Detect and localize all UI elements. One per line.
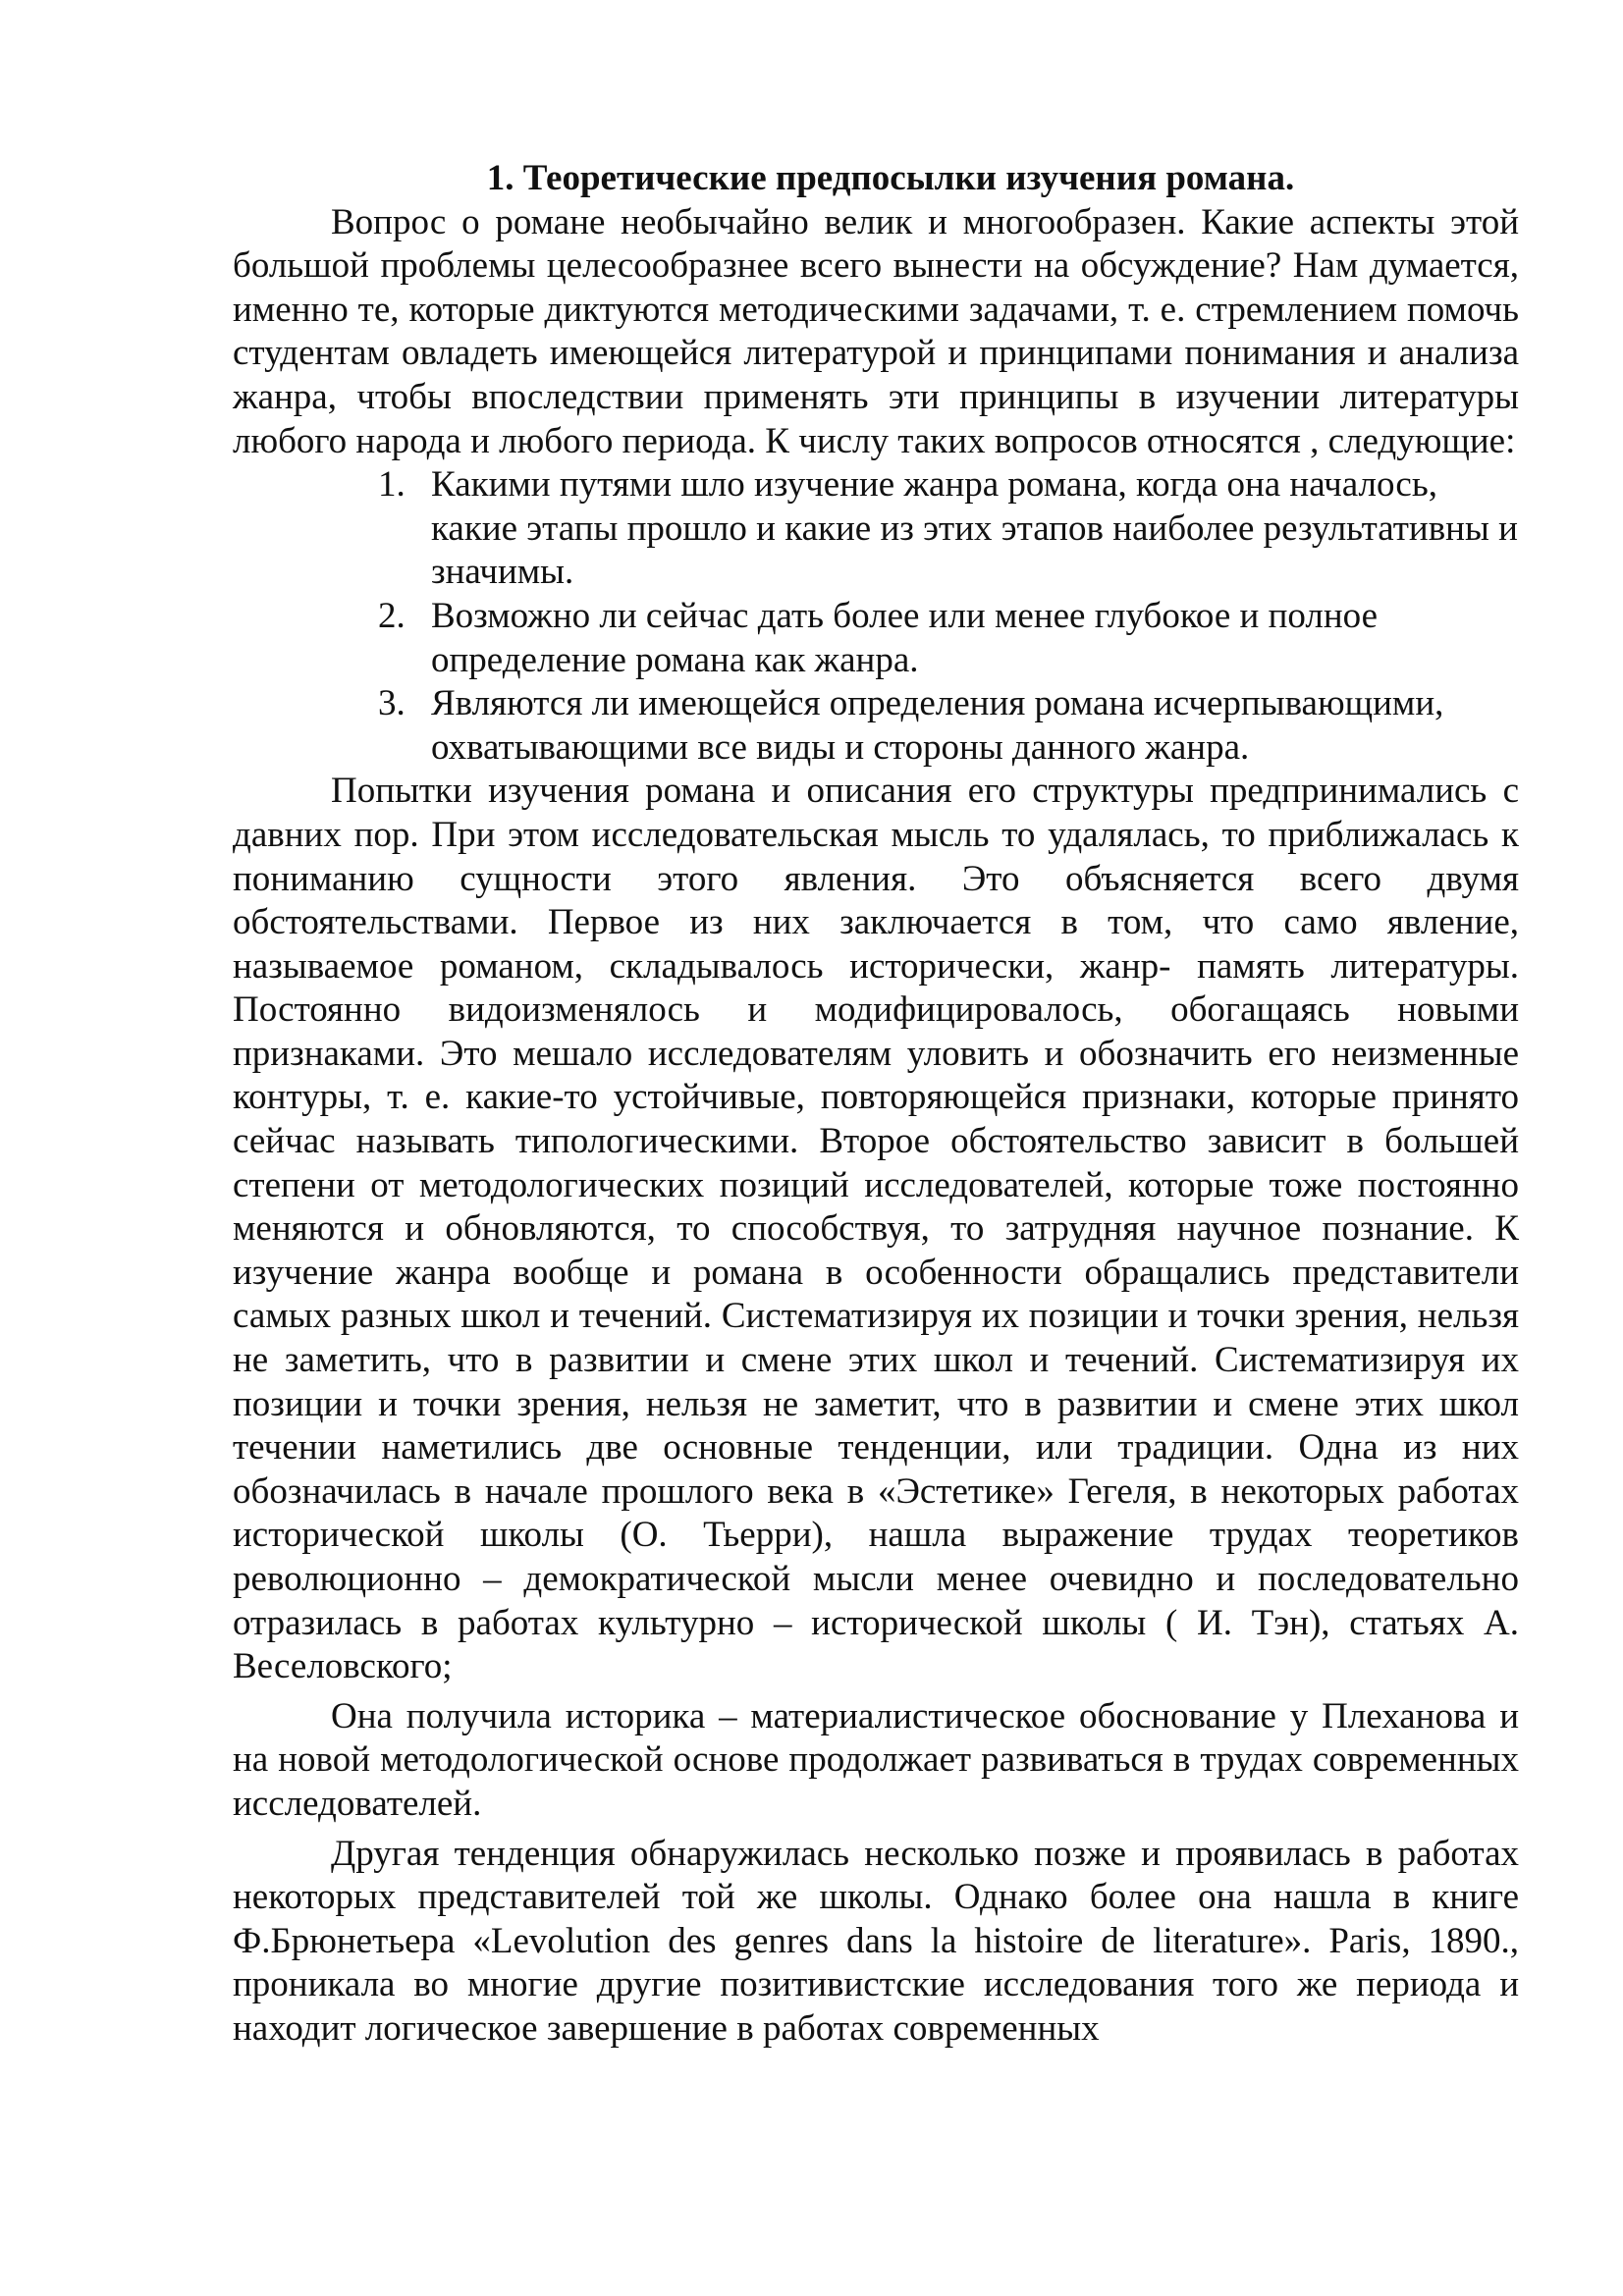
- list-item: [378, 463, 1519, 595]
- list-item: [378, 682, 1519, 770]
- list-item-text: Возможно ли сейчас дать более или менее глубокое и полное определение романа как жанра.: [431, 595, 1379, 680]
- section-title: 1. Теоретические предпосылки изучения романа.: [486, 158, 1295, 198]
- list-item-number: 3.: [378, 683, 406, 724]
- list-item-text: Какими путями шло изучение жанра романа, когда она началось, какие этапы прошло и какие из этих этапов наиболее результативны и значимы.: [431, 464, 1518, 593]
- document-page: [233, 157, 1519, 2052]
- body-paragraph: Другая тенденция обнаружилась несколько позже и проявилась в работах некоторых представителей той же школы. Однако более она нашла в книге Ф.Брюнетьера «Levolution des genres dans la histoire de literature». Paris, 1890., проникала во многие другие позитивистские исследования того же периода и находит логическое завершение в работах современных: [233, 1833, 1519, 2049]
- list-item-text: Являются ли имеющейся определения романа исчерпывающими, охватывающими все виды и стороны данного жанра.: [431, 683, 1444, 768]
- list-item-number: 1.: [378, 464, 406, 506]
- list-item: [378, 595, 1519, 682]
- question-list: [233, 463, 1519, 770]
- intro-paragraph: Вопрос о романе необычайно велик и многообразен. Какие аспекты этой большой проблемы целесообразнее всего вынести на обсуждение? Нам думается, именно те, которые диктуются методическими задачами, т. е. стремлением помочь студентам овладеть имеющейся литературой и принципами понимания и анализа жанра, чтобы впоследствии применять эти принципы в изучении литературы любого народа и любого периода. К числу таких вопросов относятся , следующие:: [233, 201, 1519, 461]
- list-item-number: 2.: [378, 595, 406, 636]
- body-paragraph: Попытки изучения романа и описания его структуры предпринимались с давних пор. При этом исследовательская мысль то удалялась, то приближалась к пониманию сущности этого явления. Это объясняется всего двумя обстоятельствами. Первое из них заключается в том, что само явление, называемое романом, складывалось исторически, жанр- память литературы. Постоянно видоизменялось и модифицировалось, обогащаясь новыми признаками. Это мешало исследователям уловить и обозначить его неизменные контуры, т. е. какие-то устойчивые, повторяющейся признаки, которые принято сейчас называть типологическими. Второе обстоятельство зависит в большей степени от методологических позиций исследователей, которые тоже постоянно меняются и обновляются, то способствуя, то затрудняя научное познание. К изучение жанра вообще и романа в особенности обращались представители самых разных школ и течений. Систематизируя их позиции и точки зрения, нельзя не заметить, что в развитии и смене этих школ и течений. Систематизируя их позиции и точки зрения, нельзя не заметит, что в развитии и смене этих школ течении наметились две основные тенденции, или традиции. Одна из них обозначилась в начале прошлого века в «Эстетике» Гегеля, в некоторых работах исторической школы (О. Тьерри), нашла выражение трудах теоретиков революционно – демократической мысли менее очевидно и последовательно отразилась в работах культурно – исторической школы ( И. Тэн), статьях А. Веселовского;: [233, 771, 1519, 1687]
- body-paragraph: Она получила историка – материалистическое обоснование у Плеханова и на новой методологической основе продолжает развиваться в трудах современных исследователей.: [233, 1695, 1519, 1824]
